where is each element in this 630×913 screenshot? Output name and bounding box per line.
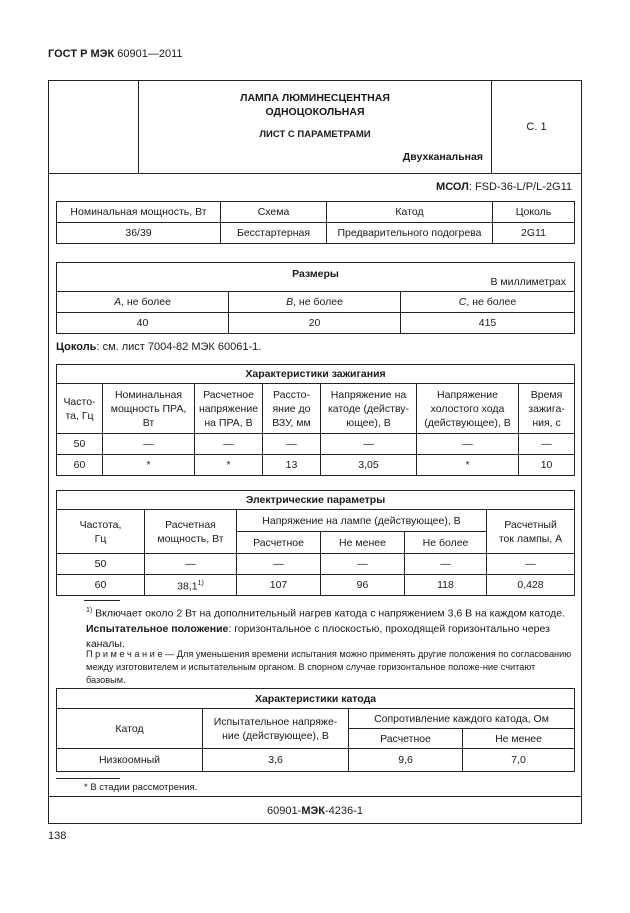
footnote-text: $^{1)}$ Включает около 2 Вт на дополнительный нагрев катода с напряжением 3,6 В на каждом катоде. Испытательное положение: горизонтальное с плоскостью, проходящей горизонтально через каналы.	[86, 607, 566, 650]
review-footnote: * В стадии рассмотрения.	[84, 782, 198, 793]
sheet-title: ЛАМПА ЛЮМИНЕСЦЕНТНАЯ ОДНОЦОКОЛЬНАЯ	[240, 92, 390, 118]
msol-code: МСОЛ: FSD-36-L/P/L-2G11	[436, 181, 572, 193]
page-ref: С. 1	[491, 81, 581, 173]
main-params-table: Номинальная мощность, Вт Схема Катод Цоколь 36/39 Бесстартерная Предварительного подогрева 2G11	[56, 201, 575, 244]
sheet-code: 60901-МЭК-4236-1	[267, 805, 363, 817]
cathode-table: Характеристики катода Катод Испытательное напряже- ние (действующее), В Сопротивление каждого катода, Ом Расчетное Не менее Низкоомный 3,6 9,6 7,0	[56, 688, 575, 772]
sheet-header	[49, 81, 581, 174]
note-text: П р и м е ч а н и е — Для уменьшения времени испытания можно применять другие положения по согласованию между изготовителем и испытательным органом. В спорном случае горизонтальное положе-ние считают базовым.	[86, 649, 572, 685]
standard-header: ГОСТ Р МЭК 60901—2011	[48, 48, 183, 60]
ignition-table: Характеристики зажигания Часто- та, Гц Номинальная мощность ПРА, Вт Расчетное напряжение на ПРА, В Рассто- яние до ВЗУ, мм Напряжение на катоде (действу- ющее), В Напряжение холостого хода (действующее), В Время зажига- ния, с 50 — — — — — — 60 * * 13 3,05 * 10	[56, 364, 575, 476]
dimensions-table: Размеры В миллиметрах A, не более B, не более C, не более 40 20 415	[56, 262, 575, 334]
sheet-subtitle: ЛИСТ С ПАРАМЕТРАМИ	[259, 129, 371, 140]
cap-note: Цоколь: см. лист 7004-82 МЭК 60061-1.	[56, 341, 262, 353]
page-number: 138	[48, 830, 67, 842]
lamp-variant: Двухканальная	[402, 151, 483, 163]
electrical-table: Электрические параметры Частота, Гц Расчетная мощность, Вт Напряжение на лампе (действующее), В Расчетный ток лампы, А Расчетное Не менее Не более 50 — — — — — 60 38,1$^{1)}$ 107 96 118 0,428	[56, 490, 575, 596]
